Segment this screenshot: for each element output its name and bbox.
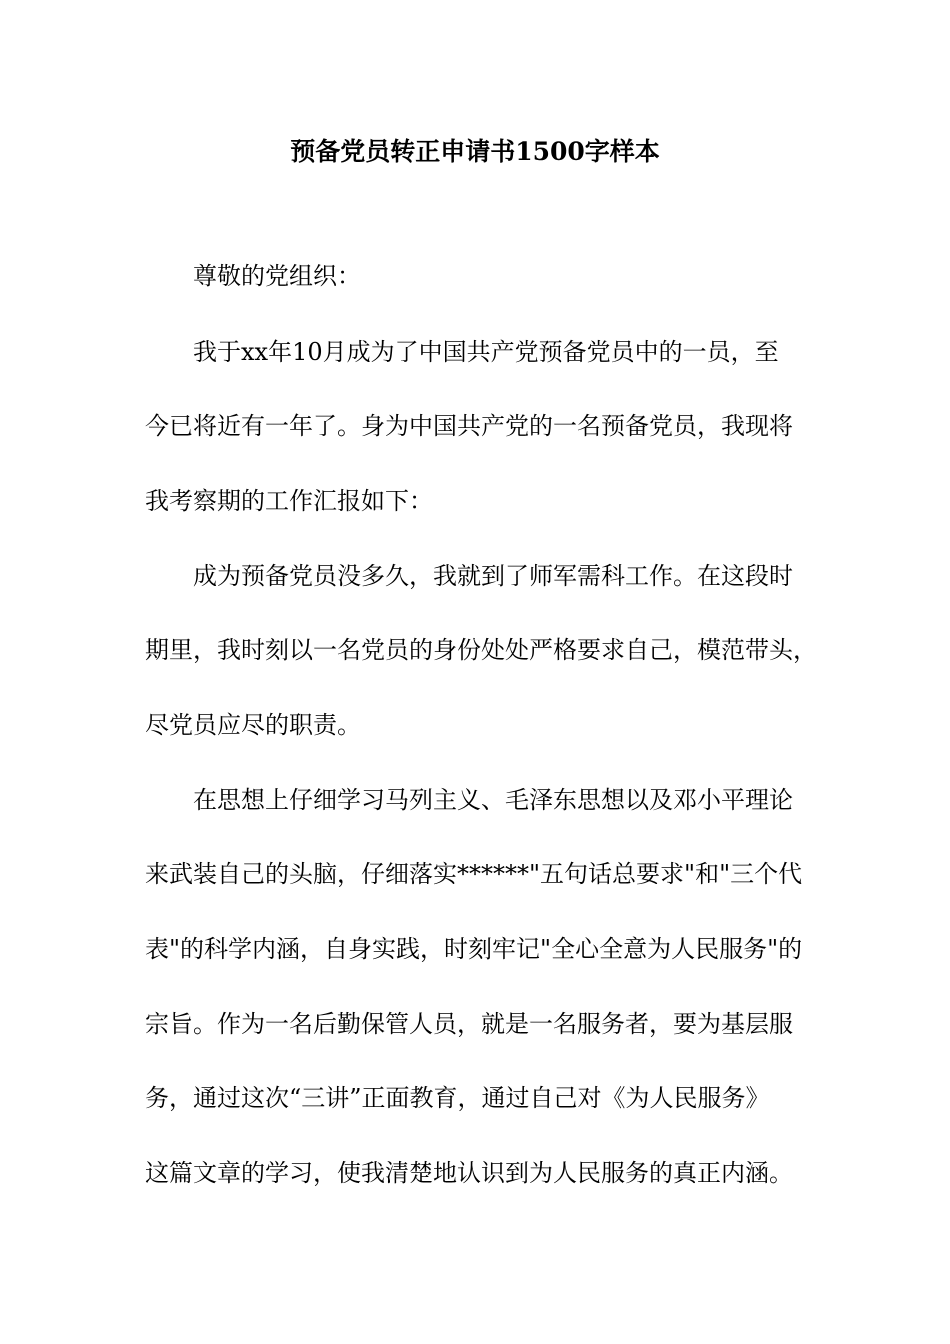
body-line: 我于xx年10月成为了中国共产党预备党员中的一员，至 — [193, 338, 779, 366]
body-line: 我考察期的工作汇报如下： — [145, 487, 433, 515]
body-line: 期里，我时刻以一名党员的身份处处严格要求自己，模范带头， — [145, 636, 817, 664]
body-line: 务，通过这次“三讲”正面教育，通过自己对《为人民服务》 — [145, 1084, 770, 1112]
document-title: 预备党员转正申请书1500字样本 — [290, 137, 660, 166]
body-line: 尽党员应尽的职责。 — [145, 711, 361, 739]
body-line: 表"的科学内涵，自身实践，时刻牢记"全心全意为人民服务"的 — [145, 935, 803, 963]
body-line: 在思想上仔细学习马列主义、毛泽东思想以及邓小平理论 — [193, 786, 793, 814]
body-line: 成为预备党员没多久，我就到了师军需科工作。在这段时 — [193, 562, 793, 590]
body-line: 这篇文章的学习，使我清楚地认识到为人民服务的真正内涵。 — [145, 1159, 793, 1187]
body-line: 今已将近有一年了。身为中国共产党的一名预备党员，我现将 — [145, 412, 793, 440]
body-line: 来武装自己的头脑，仔细落实******"五句话总要求"和"三个代 — [145, 860, 803, 888]
body-line: 宗旨。作为一名后勤保管人员，就是一名服务者，要为基层服 — [145, 1010, 793, 1038]
salutation-line: 尊敬的党组织： — [193, 262, 361, 290]
